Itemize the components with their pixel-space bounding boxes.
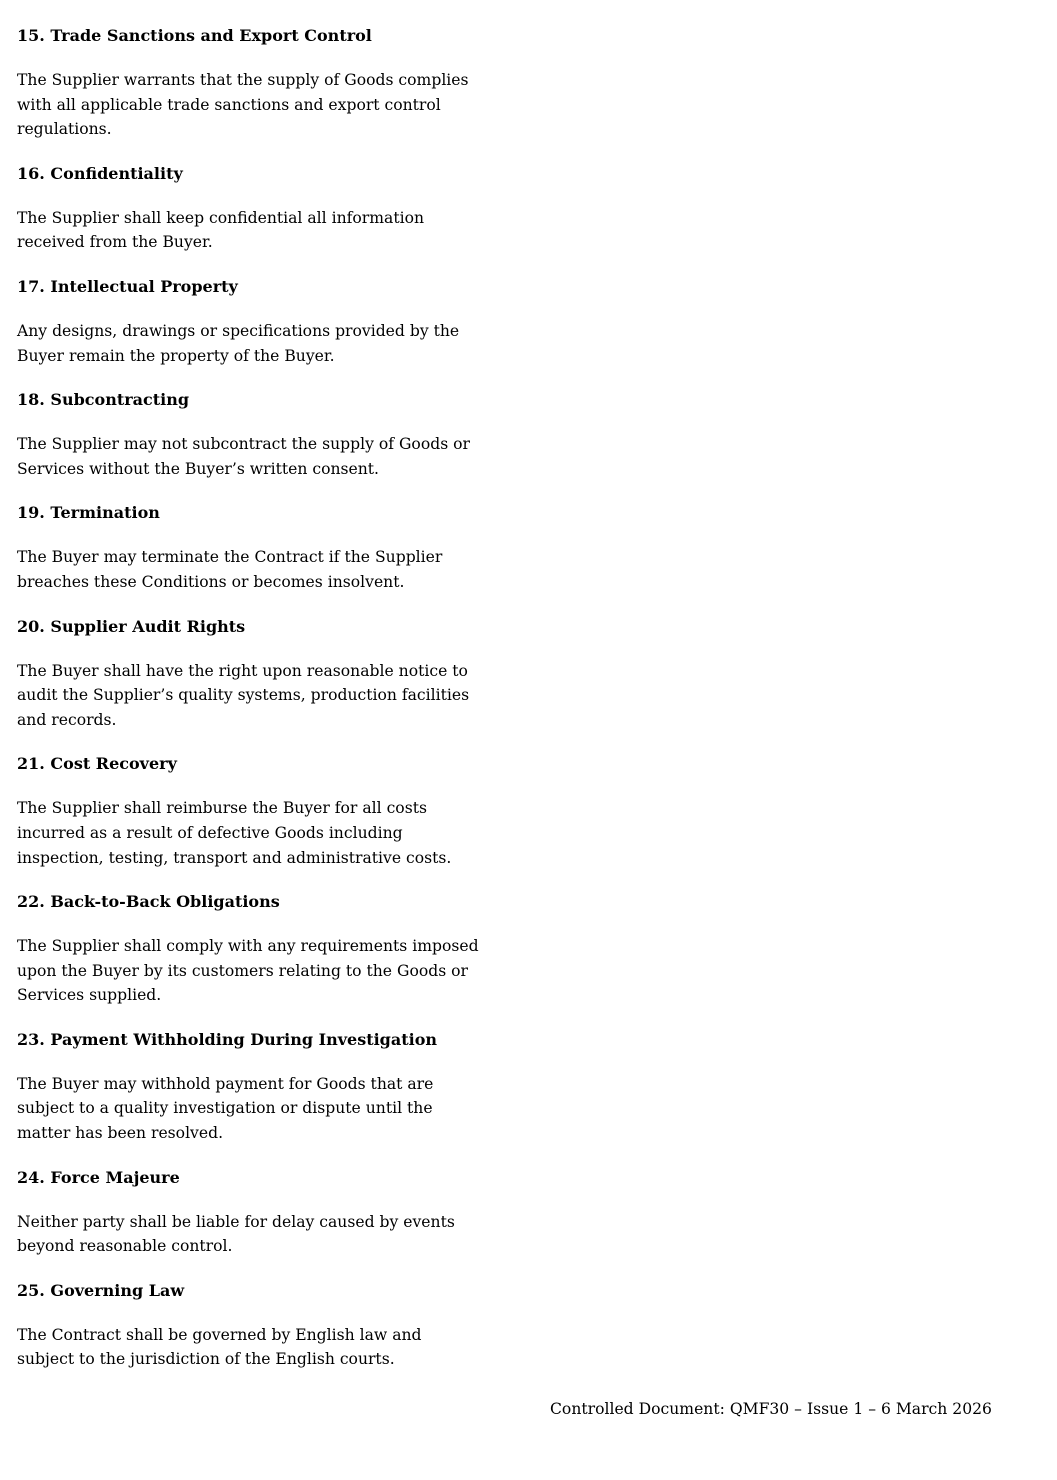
document-content [17,24,479,1392]
section-body: The Buyer may terminate the Contract if the Supplier breaches these Conditions or becomes insolvent. [17,548,443,591]
section-heading: 24. Force Majeure [17,1167,180,1187]
section-heading: 21. Cost Recovery [17,754,177,774]
section-heading: 19. Termination [17,503,160,523]
section-body: The Contract shall be governed by English law and subject to the jurisdiction of the English courts. [17,1325,422,1369]
section-heading: 15. Trade Sanctions and Export Control [17,26,372,45]
section-body: The Buyer shall have the right upon reasonable notice to audit the Supplier’s quality systems, production facilities and records. [17,661,470,729]
section-17 [17,275,479,368]
section-body: The Supplier may not subcontract the supply of Goods or Services without the Buyer’s written consent. [17,435,470,478]
section-15 [17,24,479,142]
section-20 [17,615,479,733]
section-body: The Buyer may withhold payment for Goods that are subject to a quality investigation or dispute until the matter has been resolved. [17,1074,434,1143]
document-footer: Controlled Document: QMF30 – Issue 1 – 6 March 2026 [550,1400,992,1418]
section-body: The Supplier shall reimburse the Buyer for all costs incurred as a result of defective Goods including inspection, testing, transport and administrative costs. [17,799,452,867]
section-body: Any designs, drawings or specifications provided by the Buyer remain the property of the Buyer. [17,321,460,365]
section-16 [17,162,479,255]
section-25 [17,1279,479,1372]
section-heading: 18. Subcontracting [17,390,190,410]
section-heading: 17. Intellectual Property [17,276,238,296]
section-heading: 23. Payment Withholding During Investigation [17,1029,438,1049]
section-24 [17,1166,479,1259]
section-19 [17,501,479,594]
section-body: Neither party shall be liable for delay caused by events beyond reasonable control. [17,1212,455,1256]
section-body: The Supplier shall keep confidential all information received from the Buyer. [17,208,425,252]
section-23 [17,1028,479,1146]
section-18 [17,388,479,481]
section-body: The Supplier warrants that the supply of Goods complies with all applicable trade sanctions and export control regulations. [17,71,469,139]
section-heading: 20. Supplier Audit Rights [17,616,246,636]
section-heading: 22. Back-to-Back Obligations [17,892,280,912]
section-21 [17,752,479,870]
section-heading: 25. Governing Law [17,1280,185,1300]
section-heading: 16. Confidentiality [17,163,183,183]
section-body: The Supplier shall comply with any requirements imposed upon the Buyer by its customers relating to the Goods or Services supplied. [17,937,479,1005]
section-22 [17,890,479,1008]
